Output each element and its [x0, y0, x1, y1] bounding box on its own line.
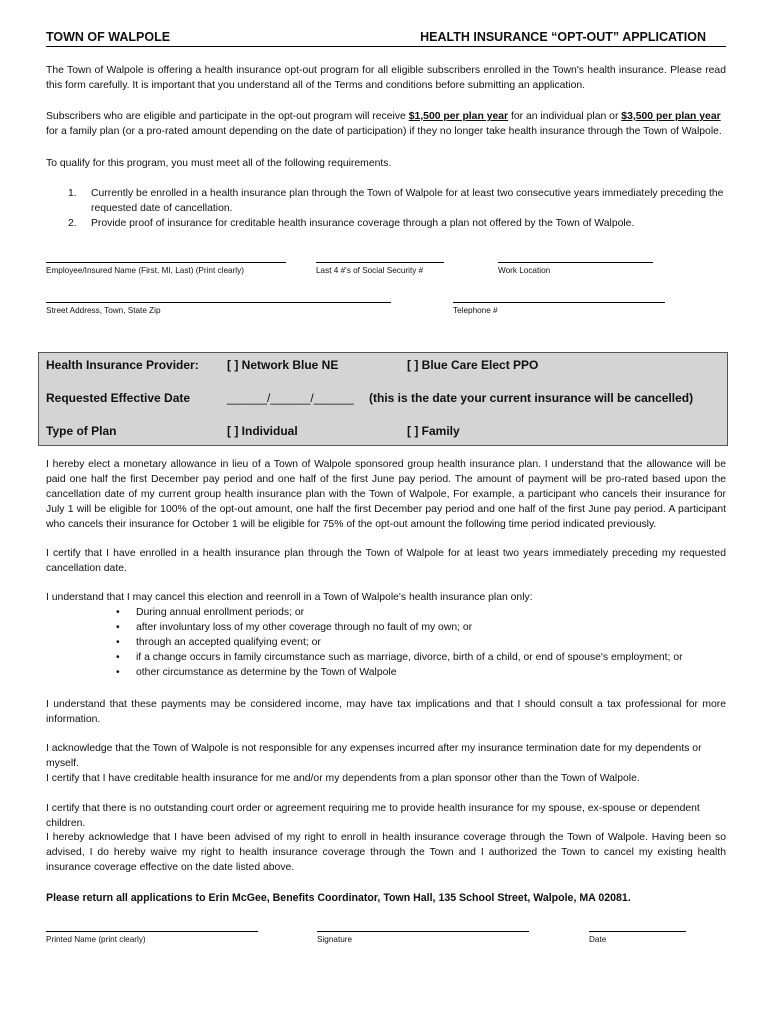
effective-date-note: (this is the date your current insurance will be cancelled) [369, 391, 694, 405]
certify-enrolled-paragraph: I certify that I have enrolled in a health insurance plan through the Town of Walpole for at least two years immediately preceding my requested cancellation date. [46, 548, 726, 574]
acknowledge-paragraph: I acknowledge that the Town of Walpole is not responsible for any expenses incurred after my insurance termination date for my dependents or myself. [46, 743, 702, 769]
requirement-item: 2. Provide proof of insurance for creditable health insurance coverage through a plan not offered by the Town of Walpole. [68, 218, 635, 229]
payment-paragraph: Subscribers who are eligible and participate in the opt-out program will receive $1,500 per plan year for an individual plan or $3,500 per plan year for a family plan (or a pro-rated amount depending on the date of participation) if they no longer take health insurance through the Town of Walpole. [46, 111, 722, 137]
form-header [46, 30, 726, 47]
effective-date-label: Requested Effective Date [46, 391, 191, 405]
telephone-caption: Telephone # [453, 306, 498, 315]
reenroll-list [46, 605, 726, 680]
waiver-paragraph: I hereby acknowledge that I have been advised of my right to enroll in health insurance coverage through the Town of Walpole. Having been so advised, I do hereby waive my right to health insurance coverage through the Town and I authorized the Town to cancel my existing health insurance coverage effective on the date listed above. [46, 832, 726, 873]
form-title: HEALTH INSURANCE “OPT-OUT” APPLICATION [420, 30, 706, 44]
list-item: • through an accepted qualifying event; or [46, 635, 726, 650]
name-field[interactable] [46, 262, 286, 263]
list-item: • other circumstance as determine by the Town of Walpole [46, 665, 726, 680]
address-caption: Street Address, Town, State Zip [46, 306, 161, 315]
telephone-field[interactable] [453, 302, 665, 303]
reenroll-intro: I understand that I may cancel this election and reenroll in a Town of Walpole's health insurance plan only: [46, 592, 533, 603]
work-location-caption: Work Location [498, 266, 551, 275]
printed-name-caption: Printed Name (print clearly) [46, 935, 146, 944]
list-item: • after involuntary loss of my other coverage through no fault of my own; or [46, 620, 726, 635]
plan-option-individual[interactable]: [ ] Individual [227, 424, 298, 438]
town-name: TOWN OF WALPOLE [46, 30, 171, 44]
name-caption: Employee/Insured Name (First, MI, Last) (Print clearly) [46, 266, 244, 275]
allowance-paragraph: I hereby elect a monetary allowance in lieu of a Town of Walpole sponsored group health insurance plan. I understand that the allowance will be paid one half the first December pay period and one half of the first June pay period. The amount of payment will be pro-rated based upon the cancellation date of my current group health insurance plan with the Town of Walpole, For example, a participant who cancels their insurance for July 1 will be eligible for 100% of the opt-out amount, one half the first December pay period and one half of the first June pay period. A participant who cancels their insurance for October 1 will be eligible for 75% of the opt-out amount the following time period indicated previously. [46, 459, 726, 530]
court-order-paragraph: I certify that there is no outstanding court order or agreement requiring me to provide health insurance for my spouse, ex-spouse or dependent children. [46, 803, 700, 829]
individual-amount: $1,500 per plan year [408, 111, 509, 122]
date-caption: Date [589, 935, 607, 944]
work-location-field[interactable] [498, 262, 653, 263]
return-instructions: Please return all applications to Erin McGee, Benefits Coordinator, Town Hall, 135 School Street, Walpole, MA 02081. [46, 892, 631, 904]
qualify-paragraph: To qualify for this program, you must meet all of the following requirements. [46, 158, 392, 169]
ssn-field[interactable] [316, 262, 444, 263]
address-field[interactable] [46, 302, 391, 303]
date-field[interactable] [589, 931, 686, 932]
signature-field[interactable] [317, 931, 529, 932]
signature-caption: Signature [317, 935, 353, 944]
requirement-item: 1. Currently be enrolled in a health insurance plan through the Town of Walpole for at least two consecutive years immediately preceding the requested date of cancellation. [68, 188, 724, 214]
plan-type-label: Type of Plan [46, 424, 117, 438]
list-item: • if a change occurs in family circumstance such as marriage, divorce, birth of a child, or end of spouse's employment; or [46, 650, 726, 665]
ssn-caption: Last 4 #'s of Social Security # [316, 266, 424, 275]
requirements-list [46, 186, 726, 231]
provider-option-network-blue[interactable]: [ ] Network Blue NE [227, 358, 339, 372]
family-amount: $3,500 per plan year [621, 111, 721, 122]
printed-name-field[interactable] [46, 931, 258, 932]
provider-label: Health Insurance Provider: [46, 358, 199, 372]
effective-date-field[interactable]: ______/______/______ [227, 391, 354, 405]
provider-option-blue-care[interactable]: [ ] Blue Care Elect PPO [407, 358, 539, 372]
plan-option-family[interactable]: [ ] Family [407, 424, 460, 438]
creditable-paragraph: I certify that I have creditable health insurance for me and/or my dependents from a plan sponsor other than the Town of Walpole. [46, 773, 640, 784]
list-item: • During annual enrollment periods; or [46, 605, 726, 620]
plan-selection-box [38, 352, 728, 446]
tax-paragraph: I understand that these payments may be considered income, may have tax implications and that I should consult a tax professional for more information. [46, 699, 726, 725]
intro-paragraph: The Town of Walpole is offering a health insurance opt-out program for all eligible subscribers enrolled in the Town's health insurance. Please read this form carefully. It is important that you understand all of the Terms and conditions before submitting an application. [46, 65, 726, 91]
